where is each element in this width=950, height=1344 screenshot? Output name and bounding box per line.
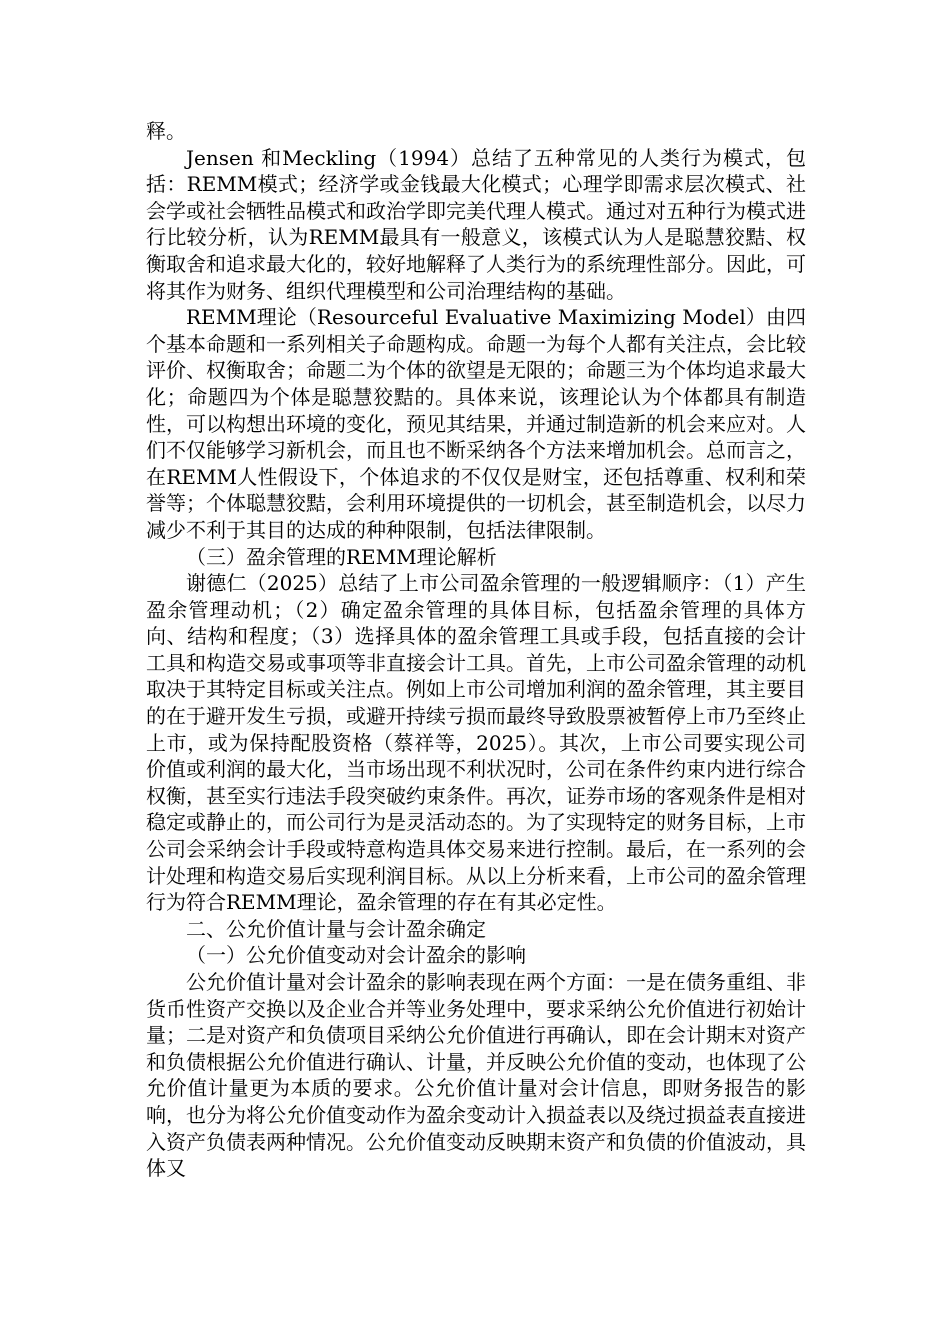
paragraph-earnings-management-logic: 谢德仁（2025）总结了上市公司盈余管理的一般逻辑顺序：（1）产生盈余管理动机；（2）确定盈余管理的具体目标，包括盈余管理的具体方向、结构和程度；（3）选择具体的盈余管理工具或手段，包括直接的会计工具和构造交易或事项等非直接会计工具。首先，上市公司盈余管理的动机取决于其特定目标或关注点。例如上市公司增加利润的盈余管理，其主要目的在于避开发生亏损，或避开持续亏损而最终导致股票被暂停上市乃至终止上市，或为保持配股资格（蔡祥等，2025）。其次，上市公司要实现公司价值或利润的最大化，当市场出现不利状况时，公司在条件约束内进行综合权衡，甚至实行违法手段突破约束条件。再次，证券市场的客观条件是相对稳定或静止的，而公司行为是灵活动态的。为了实现特定的财务目标，上市公司会采纳会计手段或特意构造具体交易来进行控制。最后，在一系列的会计处理和构造交易后实现利润目标。从以上分析来看，上市公司的盈余管理行为符合REMM理论，盈余管理的存在有其必定性。	[146, 571, 806, 915]
section-heading-fair-value: 二、公允价值计量与会计盈余确定	[186, 916, 486, 941]
document-page	[146, 118, 806, 1182]
section-heading-remm-analysis: （三）盈余管理的REMM理论解析	[186, 544, 497, 569]
paragraph-remm-theory: REMM理论（Resourceful Evaluative Maximizing Model）由四个基本命题和一系列相关子命题构成。命题一为每个人都有关注点，会比较评价、权衡取舍；命题二为个体的欲望是无限的；命题三为个体均追求最大化；命题四为个体是聪慧狡黠的。具体来说，该理论认为个体都具有制造性，可以构想出环境的变化，预见其结果，并通过制造新的机会来应对。人们不仅能够学习新机会，而且也不断采纳各个方法来增加机会。总而言之，在REMM人性假设下，个体追求的不仅仅是财宝，还包括尊重、权利和荣誉等；个体聪慧狡黠，会利用环境提供的一切机会，甚至制造机会，以尽力减少不利于其目的达成的种种限制，包括法律限制。	[146, 305, 806, 542]
paragraph-fair-value-impact: 公允价值计量对会计盈余的影响表现在两个方面：一是在债务重组、非货币性资产交换以及企业合并等业务处理中，要求采纳公允价值进行初始计量；二是对资产和负债项目采纳公允价值进行再确认，即在会计期末对资产和负债根据公允价值进行确认、计量，并反映公允价值的变动，也体现了公允价值计量更为本质的要求。公允价值计量对会计信息，即财务报告的影响，也分为将公允价值变动作为盈余变动计入损益表以及绕过损益表直接进入资产负债表两种情况。公允价值变动反映期末资产和负债的价值波动，具体又	[146, 970, 806, 1181]
subsection-heading-fair-value-impact: （一）公允价值变动对会计盈余的影响	[186, 943, 526, 968]
paragraph-continuation: 释。	[146, 119, 186, 143]
paragraph-jensen-meckling: Jensen 和Meckling（1994）总结了五种常见的人类行为模式，包括：REMM模式；经济学或金钱最大化模式；心理学即需求层次模式、社会学或社会牺牲品模式和政治学即完美代理人模式。通过对五种行为模式进行比较分析，认为REMM最具有一般意义，该模式认为人是聪慧狡黠、权衡取舍和追求最大化的，较好地解释了人类行为的系统理性部分。因此，可将其作为财务、组织代理模型和公司治理结构的基础。	[146, 145, 806, 303]
